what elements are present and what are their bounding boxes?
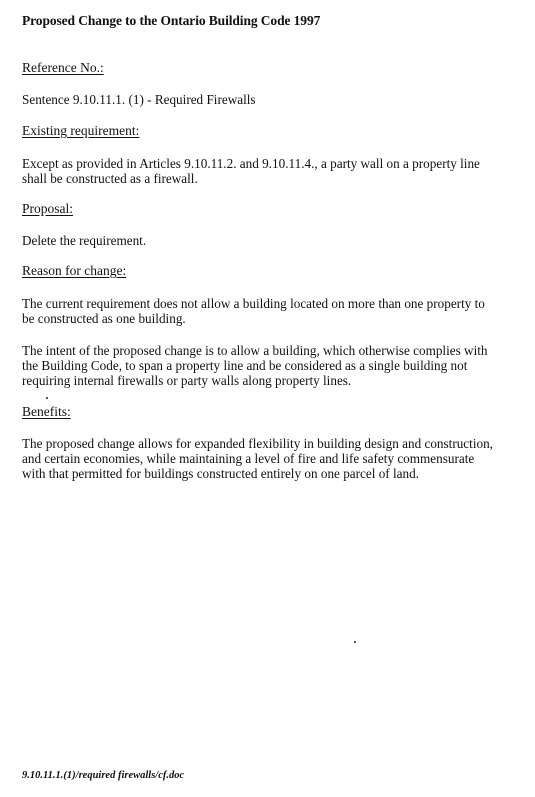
benefits-heading: Benefits:: [22, 404, 71, 419]
scan-speck: [46, 397, 48, 399]
reason-paragraph-1: [22, 296, 522, 326]
reason-p2-line-2: the Building Code, to span a property line and be considered as a single building not: [22, 358, 468, 373]
proposal-text: Delete the requirement.: [22, 233, 147, 248]
existing-line-2: shall be constructed as a firewall.: [22, 171, 198, 186]
reference-heading: Reference No.:: [22, 60, 104, 75]
reason-heading: Reason for change:: [22, 263, 127, 278]
reason-p1-line-2: be constructed as one building.: [22, 311, 186, 326]
reason-p2-line-3: requiring internal firewalls or party walls along property lines.: [22, 373, 352, 388]
benefits-line-3: with that permitted for buildings constructed entirely on one parcel of land.: [22, 466, 419, 481]
benefits-line-2: and certain economies, while maintaining a level of fire and life safety commensurate: [22, 451, 475, 466]
existing-requirement-heading: Existing requirement:: [22, 123, 140, 138]
benefits-text: [22, 436, 522, 481]
reference-text: Sentence 9.10.11.1. (1) - Required Firewalls: [22, 92, 256, 107]
existing-line-1: Except as provided in Articles 9.10.11.2. and 9.10.11.4., a party wall on a property line: [22, 156, 480, 171]
reason-p1-line-1: The current requirement does not allow a building located on more than one property to: [22, 296, 485, 311]
document-footer: 9.10.11.1.(1)/required firewalls/cf.doc: [22, 770, 185, 781]
existing-requirement-text: [22, 156, 522, 186]
proposal-heading: Proposal:: [22, 201, 74, 216]
benefits-line-1: The proposed change allows for expanded flexibility in building design and construction,: [22, 436, 493, 451]
scan-speck: [354, 641, 356, 643]
reason-p2-line-1: The intent of the proposed change is to allow a building, which otherwise complies with: [22, 343, 488, 358]
reason-paragraph-2: [22, 343, 522, 388]
document-title: Proposed Change to the Ontario Building Code 1997: [22, 13, 321, 28]
